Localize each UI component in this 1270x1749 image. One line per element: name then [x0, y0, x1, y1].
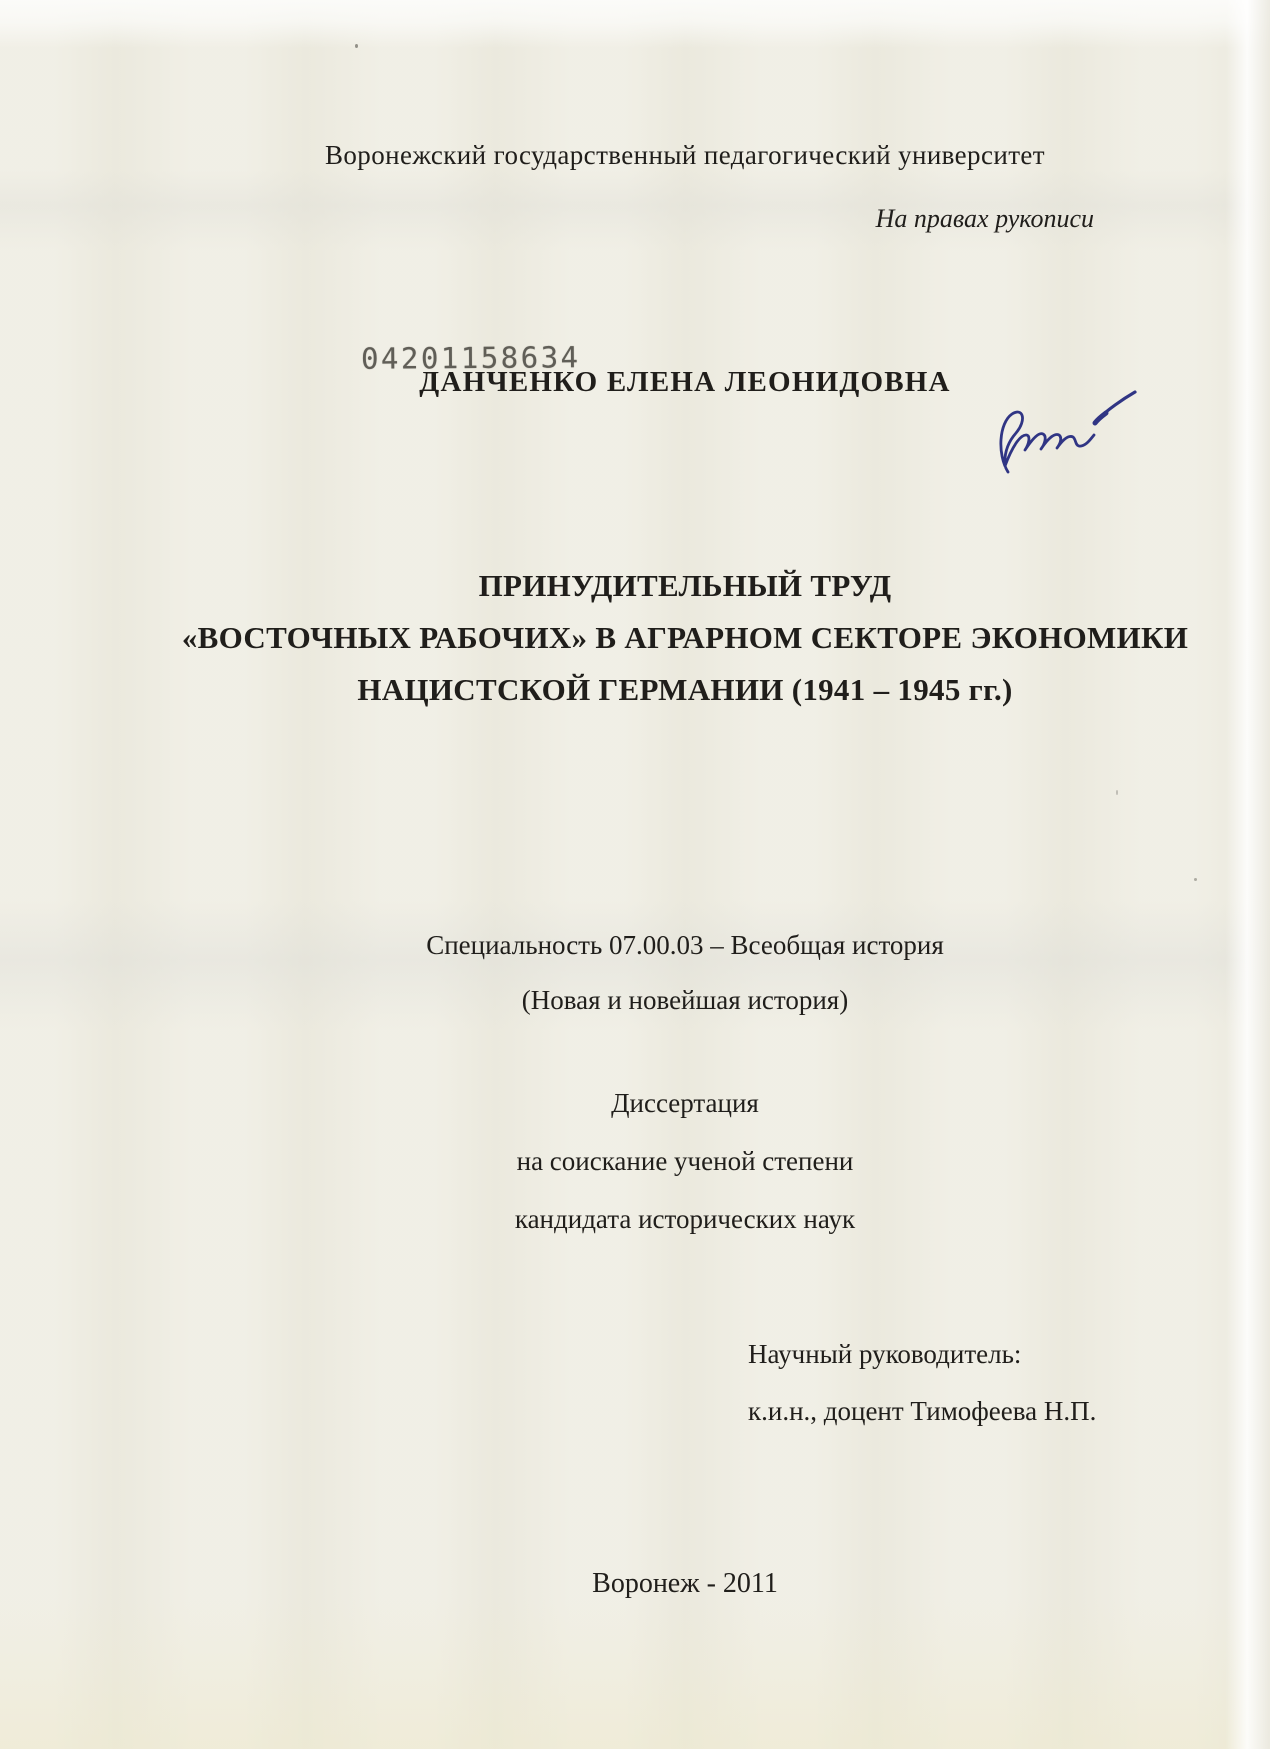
- scan-speck: [1116, 790, 1118, 795]
- title-line-3: НАЦИСТСКОЙ ГЕРМАНИИ (1941 – 1945 гг.): [357, 672, 1013, 707]
- dissertation-title: [100, 560, 1270, 716]
- university-name: Воронежский государственный педагогический университет: [325, 140, 1045, 170]
- manuscript-rights-note: На правах рукописи: [875, 204, 1094, 233]
- specialty-subfield: (Новая и новейшая история): [521, 985, 849, 1015]
- city-and-year: Воронеж - 2011: [592, 1568, 778, 1599]
- degree-name-line: кандидата исторических наук: [514, 1204, 856, 1234]
- supervisor-label: Научный руководитель:: [748, 1339, 1022, 1369]
- specialty-code: Специальность 07.00.03 – Всеобщая история: [426, 930, 944, 960]
- registration-stamp-number: 04201158634: [360, 340, 581, 376]
- dissertation-degree-statement: [100, 1074, 1270, 1248]
- author-name: ДАНЧЕНКО ЕЛЕНА ЛЕОНИДОВНА: [419, 366, 951, 398]
- title-line-1: ПРИНУДИТЕЛЬНЫЙ ТРУД: [478, 568, 892, 603]
- handwritten-signature: [986, 378, 1148, 480]
- specialty-section: [100, 918, 1270, 1028]
- supervisor-section: [748, 1326, 1096, 1440]
- dissertation-word: Диссертация: [611, 1088, 759, 1118]
- scan-speck: [355, 44, 358, 48]
- scan-speck: [1194, 878, 1197, 881]
- supervisor-name: к.и.н., доцент Тимофеева Н.П.: [748, 1396, 1097, 1426]
- degree-pursuit-line: на соискание ученой степени: [516, 1146, 854, 1176]
- title-line-2: «ВОСТОЧНЫХ РАБОЧИХ» В АГРАРНОМ СЕКТОРЕ ЭКОНОМИКИ: [181, 620, 1189, 655]
